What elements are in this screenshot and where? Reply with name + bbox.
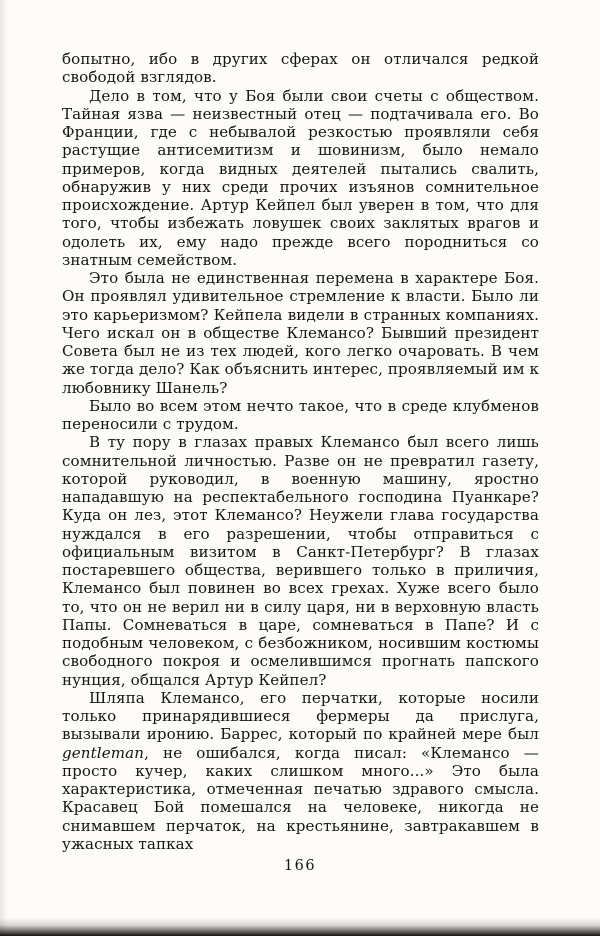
scan-edge-left-shadow — [0, 0, 8, 936]
paragraph-text-before-italic: Шляпа Клемансо, его перчатки, которые носили только принарядившиеся фермеры да прислуга, вызывали иронию. Баррес, который по крайней мере был — [62, 688, 539, 744]
paragraph-continuation: бопытно, ибо в других сферах он отличался редкой свободой взглядов. — [62, 50, 539, 87]
paragraph: Было во всем этом нечто такое, что в среде клубменов переносили с трудом. — [62, 396, 539, 433]
paragraph-with-italic — [62, 689, 539, 853]
text-block — [62, 50, 539, 853]
paragraph: Это была не единственная перемена в характере Боя. Он проявлял удивительное стремление к власти. Было ли это карьеризмом? Кейпела видели в странных компаниях. Чего искал он в обществе Клемансо? Бывший президент Совета был не из тех людей, кого легко очаровать. В чем же тогда дело? Как объяснить интерес, проявляемый им к любовнику Шанель? — [62, 269, 539, 397]
paragraph: В ту пору в глазах правых Клемансо был всего лишь сомнительной личностью. Разве он не превратил газету, которой руководил, в военную машину, яростно нападавшую на респектабельного господина Пуанкаре? Куда он лез, этот Клемансо? Неужели глава государства нуждался в его разрешении, чтобы отправиться с официальным визитом в Санкт-Петербург? В глазах постаревшего общества, верившего только в приличия, Клемансо был повинен во всех грехах. Хуже всего было то, что он не верил ни в силу царя, ни в верховную власть Папы. Сомневаться в царе, сомневаться в Папе? И с подобным человеком, с безбожником, носившим костюмы свободного покроя и осмелившимся прогнать папского нунция, общался Артур Кейпел? — [62, 433, 539, 689]
paragraph: Дело в том, что у Боя были свои счеты с обществом. Тайная язва — неизвестный отец — подтачивала его. Во Франции, где с небывалой резкостью проявляли себя растущие антисемитизм и шовинизм, было немало примеров, когда видных деятелей пытались свалить, обнаружив у них среди прочих изъянов сомнительное происхождение. Артур Кейпел был уверен в том, что для того, чтобы избежать ловушек своих заклятых врагов и одолеть их, ему надо прежде всего породниться со знатным семейством. — [62, 86, 539, 269]
italic-word: gentleman — [62, 743, 145, 762]
scan-edge-bottom-shadow — [0, 918, 600, 936]
page-number: 166 — [283, 858, 317, 874]
paragraph-text-after-italic: , не ошибался, когда писал: «Клемансо — просто кучер, каких слишком много...» Это была характеристика, отмеченная печатью здравого смысла. Красавец Бой помешался на человеке, никогда не снимавшем перчаток, на крестьянине, завтракавшем в ужасных тапках — [62, 743, 539, 853]
